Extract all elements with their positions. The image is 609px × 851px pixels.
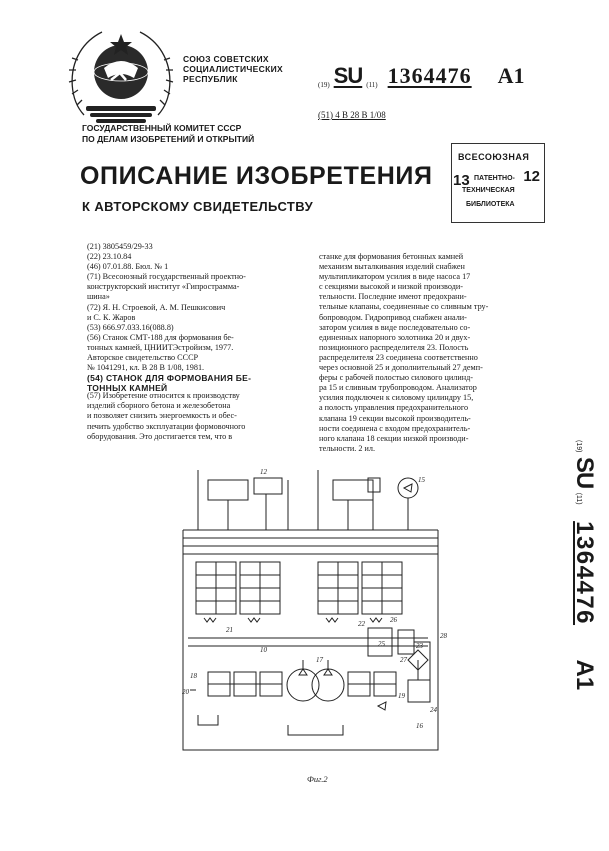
biblio-line: шина» [87, 292, 110, 302]
biblio-line: и С. К. Жаров [87, 312, 136, 322]
figure-label: 12 [260, 468, 267, 476]
code-19: (19) [575, 440, 582, 453]
stamp-number-left: 13 [453, 172, 470, 189]
abstract-line: изделий сборного бетона и железобетона [87, 401, 231, 411]
committee [82, 123, 254, 145]
biblio-line: (21) 3805459/29-33 [87, 242, 153, 251]
abstract-line: механизм выталкивания изделий снабжен [319, 262, 465, 272]
biblio-line: (72) Я. Н. Строевой, А. М. Пешкисович [87, 302, 226, 312]
biblio-line: № 1041291, кл. В 28 В 1/08, 1981. [87, 363, 205, 373]
figure-label: 23 [416, 642, 423, 650]
abstract-line: и позволяет снизить энергоемкость и обес- [87, 411, 237, 421]
union-name-line: РЕСПУБЛИК [183, 74, 238, 84]
abstract-line: станке для формования бетонных камней [319, 252, 464, 261]
stamp-line: ТЕХНИЧЕСКАЯ [462, 187, 515, 194]
figure-label: 21 [226, 626, 233, 634]
bibliographic-data [87, 242, 308, 393]
kind-code: А1 [497, 63, 525, 88]
abstract-line: тельности. 2 ил. [319, 443, 376, 453]
union-name [183, 54, 283, 84]
code-11: (11) [575, 492, 582, 505]
biblio-line: (56) Станок СМТ-188 для формования бе- [87, 332, 234, 342]
document-title: ОПИСАНИЕ ИЗОБРЕТЕНИЯ [80, 162, 433, 190]
code-11: (11) [366, 81, 378, 89]
stamp-line: ВСЕСОЮЗНАЯ [458, 152, 530, 162]
abstract-line: ра 15 и сливным трубопроводом. Анализатор [319, 383, 477, 393]
biblio-line: (71) Всесоюзный государственный проектно- [87, 272, 246, 282]
hydraulic-schematic [168, 450, 458, 775]
abstract-line: ного клапана 18 секции низкой производи- [319, 433, 469, 443]
code-19: (19) [318, 81, 330, 89]
union-name-line: СОЦИАЛИСТИЧЕСКИХ [183, 64, 283, 74]
figure-label: 19 [398, 692, 405, 700]
figure-label: 20 [182, 688, 189, 696]
ipc-value: В 28 В 1/08 [342, 110, 386, 120]
abstract-line: через основной 25 и дополнительный 27 демп- [319, 363, 483, 373]
abstract-line: печить удобство эксплуатации формовочного [87, 421, 246, 431]
abstract-line: распределителя 23 соединена соответственно [319, 352, 478, 362]
abstract-line: (57) Изобретение относится к производству [87, 391, 240, 400]
figure-label: 27 [400, 656, 407, 664]
abstract-line: затором усилия в виде последовательно со- [319, 322, 471, 332]
biblio-line: Авторское свидетельство СССР [87, 353, 199, 363]
biblio-line: тонных камней, ЦНИИТЭстройизм, 1977. [87, 342, 234, 352]
abstract-line: усилия подключен к силовому цилиндру 15, [319, 393, 474, 403]
abstract-line: тельные клапаны, соединенные со сливным тру- [319, 302, 489, 312]
vertical-patent-id [556, 440, 609, 740]
committee-line: ГОСУДАРСТВЕННЫЙ КОМИТЕТ СССР [82, 123, 242, 133]
abstract-line: феры с рабочей полостью силового цилинд- [319, 373, 473, 383]
figure-label: 16 [416, 722, 423, 730]
stamp-line: ПАТЕНТНО- [474, 175, 515, 182]
patent-number: 1364476 [571, 521, 598, 626]
figure-label: 15 [418, 476, 425, 484]
figure-label: 17 [316, 656, 323, 664]
committee-line: ПО ДЕЛАМ ИЗОБРЕТЕНИЙ И ОТКРЫТИЙ [82, 134, 255, 144]
figure-caption: Фиг.2 [307, 774, 328, 784]
patent-number: 1364476 [387, 63, 472, 88]
abstract-line: мультипликатором усилия в виде насоса 17 [319, 272, 471, 282]
abstract-line: бопроводом. Гидропривод снабжен анали- [319, 312, 467, 322]
abstract-line: позиционного распределителя 23. Полость [319, 342, 469, 352]
ussr-emblem [66, 20, 176, 132]
invention-title-line: (54) СТАНОК ДЛЯ ФОРМОВАНИЯ БЕ- [87, 373, 252, 384]
code-51: (51) 4 [318, 110, 340, 120]
abstract-line: оборудования. Это достигается тем, что в [87, 431, 233, 441]
figure-label: 25 [378, 640, 385, 648]
invention-title-line: ТОННЫХ КАМНЕЙ [87, 383, 168, 394]
biblio-line: (53) 666.97.033.16(088.8) [87, 322, 174, 332]
union-name-line: СОЮЗ СОВЕТСКИХ [183, 54, 269, 64]
figure-label: 18 [190, 672, 197, 680]
biblio-line: конструкторский институт «Гипрострамма- [87, 282, 240, 292]
kind-code: А1 [571, 659, 598, 691]
biblio-line: (22) 23.10.84 [87, 252, 132, 262]
abstract-line: ности соединена с входом предохранитель- [319, 423, 471, 433]
document-subtitle: К АВТОРСКОМУ СВИДЕТЕЛЬСТВУ [82, 199, 314, 214]
abstract-line: клапана 19 секции высокой производитель- [319, 413, 471, 423]
figure-label: 28 [440, 632, 447, 640]
figure-label: 10 [260, 646, 267, 654]
patent-header [318, 63, 525, 89]
figure-label: 22 [358, 620, 365, 628]
stamp-number-right: 12 [523, 168, 540, 185]
biblio-line: (46) 07.01.88. Бюл. № 1 [87, 262, 169, 272]
country-code: SU [333, 63, 363, 88]
stamp-line: БИБЛИОТЕКА [466, 201, 515, 208]
abstract [87, 391, 308, 442]
abstract-continuation [319, 252, 545, 454]
figure-label: 24 [430, 706, 437, 714]
country-code: SU [571, 456, 598, 489]
abstract-line: а полость управления предохранительного [319, 403, 469, 413]
abstract-line: с секциями высокой и низкой производи- [319, 282, 463, 292]
abstract-line: тельности. Последние имеют предохрани- [319, 292, 467, 302]
abstract-line: единенных напорного золотника 20 и двух- [319, 332, 471, 342]
figure-label: 26 [390, 616, 397, 624]
ipc-class [318, 110, 386, 120]
library-stamp [451, 143, 545, 223]
